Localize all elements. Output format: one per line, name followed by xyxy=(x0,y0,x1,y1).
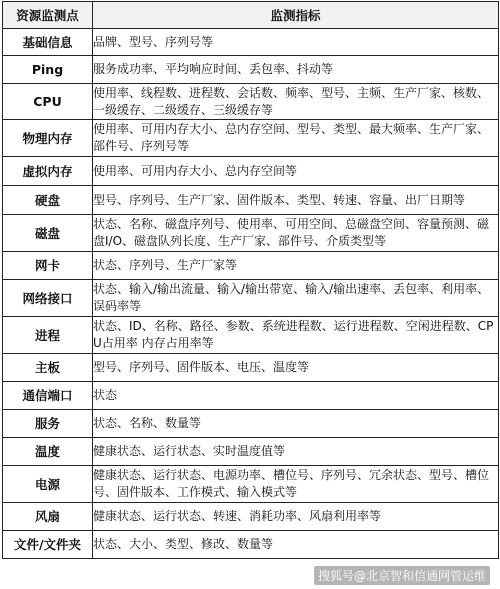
table-row xyxy=(3,215,499,252)
table-row xyxy=(3,466,499,503)
resource-cell: 磁盘 xyxy=(3,215,93,252)
metrics-cell: 服务成功率、平均响应时间、丢包率、抖动等 xyxy=(93,56,499,84)
resource-cell: CPU xyxy=(3,84,93,120)
metrics-cell: 型号、序列号、生产厂家、固件版本、类型、转速、容量、出厂日期等 xyxy=(93,186,499,215)
metrics-cell: 状态、输入/输出流量、输入/输出带宽、输入/输出速率、丢包率、利用率、误码率等 xyxy=(93,280,499,317)
table-row xyxy=(3,410,499,438)
table-row xyxy=(3,354,499,382)
resource-cell: 文件/文件夹 xyxy=(3,531,93,559)
table-row xyxy=(3,186,499,215)
metrics-cell: 状态、ID、名称、路径、参数、系统进程数、运行进程数、空闲进程数、CPU占用率 内存占用率等 xyxy=(93,317,499,354)
table-row xyxy=(3,503,499,531)
metrics-cell: 型号、序列号、固件版本、电压、温度等 xyxy=(93,354,499,382)
resource-cell: 风扇 xyxy=(3,503,93,531)
table-row xyxy=(3,84,499,120)
metrics-cell: 健康状态、运行状态、电源功率、槽位号、序列号、冗余状态、型号、槽位号、固件版本、工作模式、输入模式等 xyxy=(93,466,499,503)
resource-cell: Ping xyxy=(3,56,93,84)
table-row xyxy=(3,280,499,317)
resource-cell: 物理内存 xyxy=(3,120,93,157)
table-row xyxy=(3,438,499,466)
table-row xyxy=(3,317,499,354)
resource-cell: 网络接口 xyxy=(3,280,93,317)
table-row xyxy=(3,252,499,280)
monitoring-table xyxy=(2,1,499,559)
table-row xyxy=(3,382,499,410)
resource-cell: 网卡 xyxy=(3,252,93,280)
resource-cell: 进程 xyxy=(3,317,93,354)
table-row xyxy=(3,157,499,186)
resource-cell: 电源 xyxy=(3,466,93,503)
header-resource: 资源监测点 xyxy=(3,2,93,29)
resource-cell: 通信端口 xyxy=(3,382,93,410)
metrics-cell: 状态、名称、磁盘序列号、使用率、可用空间、总磁盘空间、容量预测、磁盘I/O、磁盘队列长度、生产厂家、部件号、介质类型等 xyxy=(93,215,499,252)
metrics-cell: 使用率、可用内存大小、总内存空间等 xyxy=(93,157,499,186)
table-row xyxy=(3,29,499,56)
table-row xyxy=(3,56,499,84)
resource-cell: 温度 xyxy=(3,438,93,466)
metrics-cell: 状态、序列号、生产厂家等 xyxy=(93,252,499,280)
metrics-cell: 健康状态、运行状态、实时温度值等 xyxy=(93,438,499,466)
metrics-cell: 使用率、线程数、进程数、会话数、频率、型号、主频、生产厂家、核数、一级缓存、二级缓存、三级缓存等 xyxy=(93,84,499,120)
table-row xyxy=(3,531,499,559)
watermark: 搜狐号@北京智和信通网管运维 xyxy=(314,566,490,585)
header-metrics: 监测指标 xyxy=(93,2,499,29)
resource-cell: 虚拟内存 xyxy=(3,157,93,186)
metrics-cell: 健康状态、运行状态、转速、消耗功率、风扇利用率等 xyxy=(93,503,499,531)
table-row xyxy=(3,120,499,157)
resource-cell: 硬盘 xyxy=(3,186,93,215)
resource-cell: 主板 xyxy=(3,354,93,382)
resource-cell: 服务 xyxy=(3,410,93,438)
metrics-cell: 使用率、可用内存大小、总内存空间、型号、类型、最大频率、生产厂家、部件号、序列号等 xyxy=(93,120,499,157)
table-header-row xyxy=(3,2,499,29)
resource-cell: 基础信息 xyxy=(3,29,93,56)
metrics-cell: 状态、大小、类型、修改、数量等 xyxy=(93,531,499,559)
metrics-cell: 品牌、型号、序列号等 xyxy=(93,29,499,56)
metrics-cell: 状态、名称、数量等 xyxy=(93,410,499,438)
metrics-cell: 状态 xyxy=(93,382,499,410)
